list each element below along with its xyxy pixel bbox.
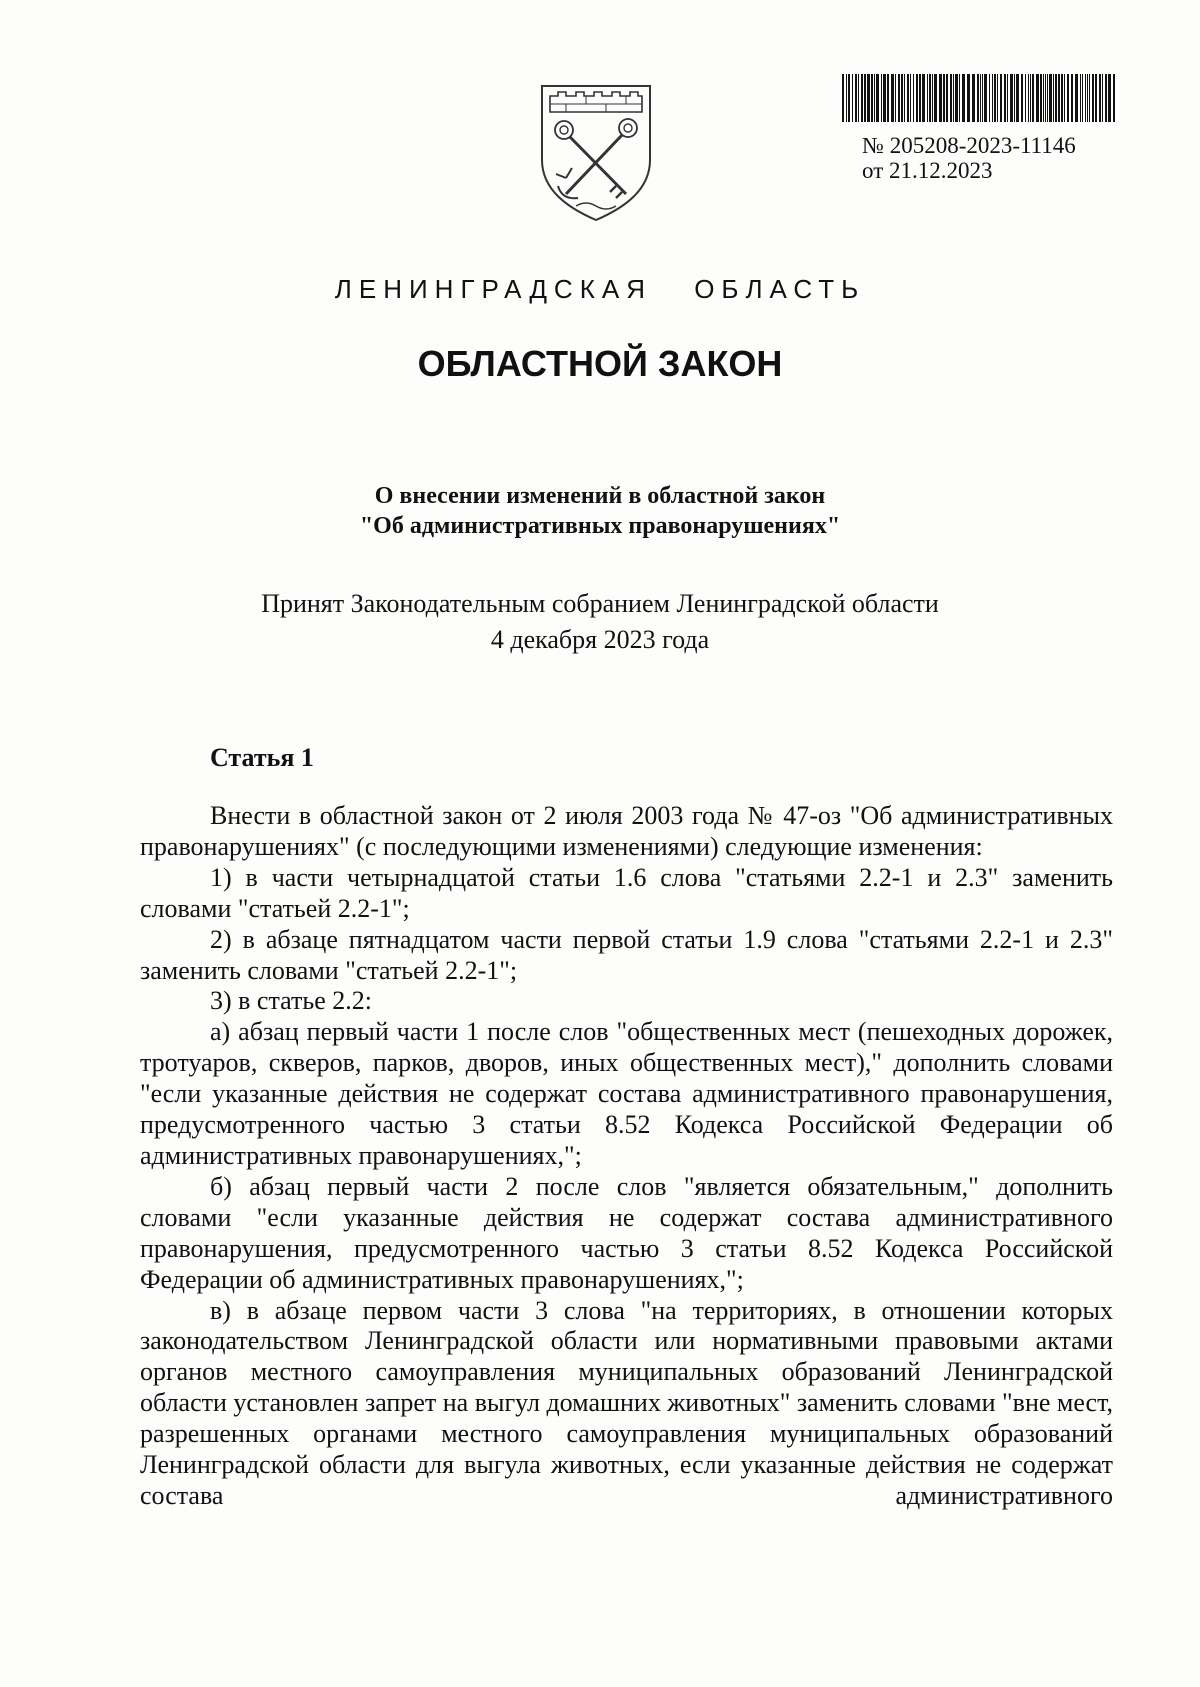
body-paragraph: Внести в областной закон от 2 июля 2003 года № 47-оз "Об административных правонарушениях" (с последующими изменениями) следующие изменения: xyxy=(140,801,1113,861)
document-type: ОБЛАСТНОЙ ЗАКОН xyxy=(417,343,783,384)
body-paragraph: 1) в части четырнадцатой статьи 1.6 слова "статьями 2.2-1 и 2.3" заменить словами "статьей 2.2-1"; xyxy=(140,862,1113,923)
registration-date: от 21.12.2023 xyxy=(862,158,993,183)
region-name: ЛЕНИНГРАДСКАЯ ОБЛАСТЬ xyxy=(334,274,866,304)
body-paragraph: 2) в абзаце пятнадцатом части первой статьи 1.9 слова "статьями 2.2-1 и 2.3" заменить словами "статьей 2.2-1"; xyxy=(140,924,1113,985)
registration-number: № 205208-2023-11146 xyxy=(862,133,1076,158)
body-paragraph: в) в абзаце первом части 3 слова "на территориях, в отношении которых законодательством Ленинградской области или нормативными правовыми актами органов местного самоуправления муниципальных образований Ленинградской области установлен запрет на выгул домашних животных" заменить словами "вне мест, разрешенных органами местного самоуправления муниципальных образований Ленинградской области для выгула животных, если указанные действия не содержат состава административного xyxy=(140,1295,1113,1510)
article-heading: Статья 1 xyxy=(210,743,314,772)
leningrad-oblast-coat-of-arms-icon xyxy=(536,82,656,222)
adoption-date: 4 декабря 2023 года xyxy=(490,625,710,654)
barcode-icon xyxy=(840,74,1120,122)
document-title-line-2: "Об административных правонарушениях" xyxy=(359,513,841,539)
adoption-line-1: Принят Законодательным собранием Ленинградской области xyxy=(261,589,939,618)
body-paragraph: б) абзац первый части 2 после слов "является обязательным," дополнить словами "если указанные действия не содержат состава административного правонарушения, предусмотренного частью 3 статьи 8.52 Кодекса Российской Федерации об административных правонарушениях,"; xyxy=(140,1171,1113,1294)
document-title-line-1: О внесении изменений в областной закон xyxy=(374,483,826,509)
body-paragraph: а) абзац первый части 1 после слов "общественных мест (пешеходных дорожек, тротуаров, скверов, парков, дворов, иных общественных мест)," дополнить словами "если указанные действия не содержат состава административного правонарушения, предусмотренного частью 3 статьи 8.52 Кодекса Российской Федерации об административных правонарушениях,"; xyxy=(140,1017,1113,1170)
article-body xyxy=(140,801,1113,1512)
body-paragraph: 3) в статье 2.2: xyxy=(210,986,373,1016)
